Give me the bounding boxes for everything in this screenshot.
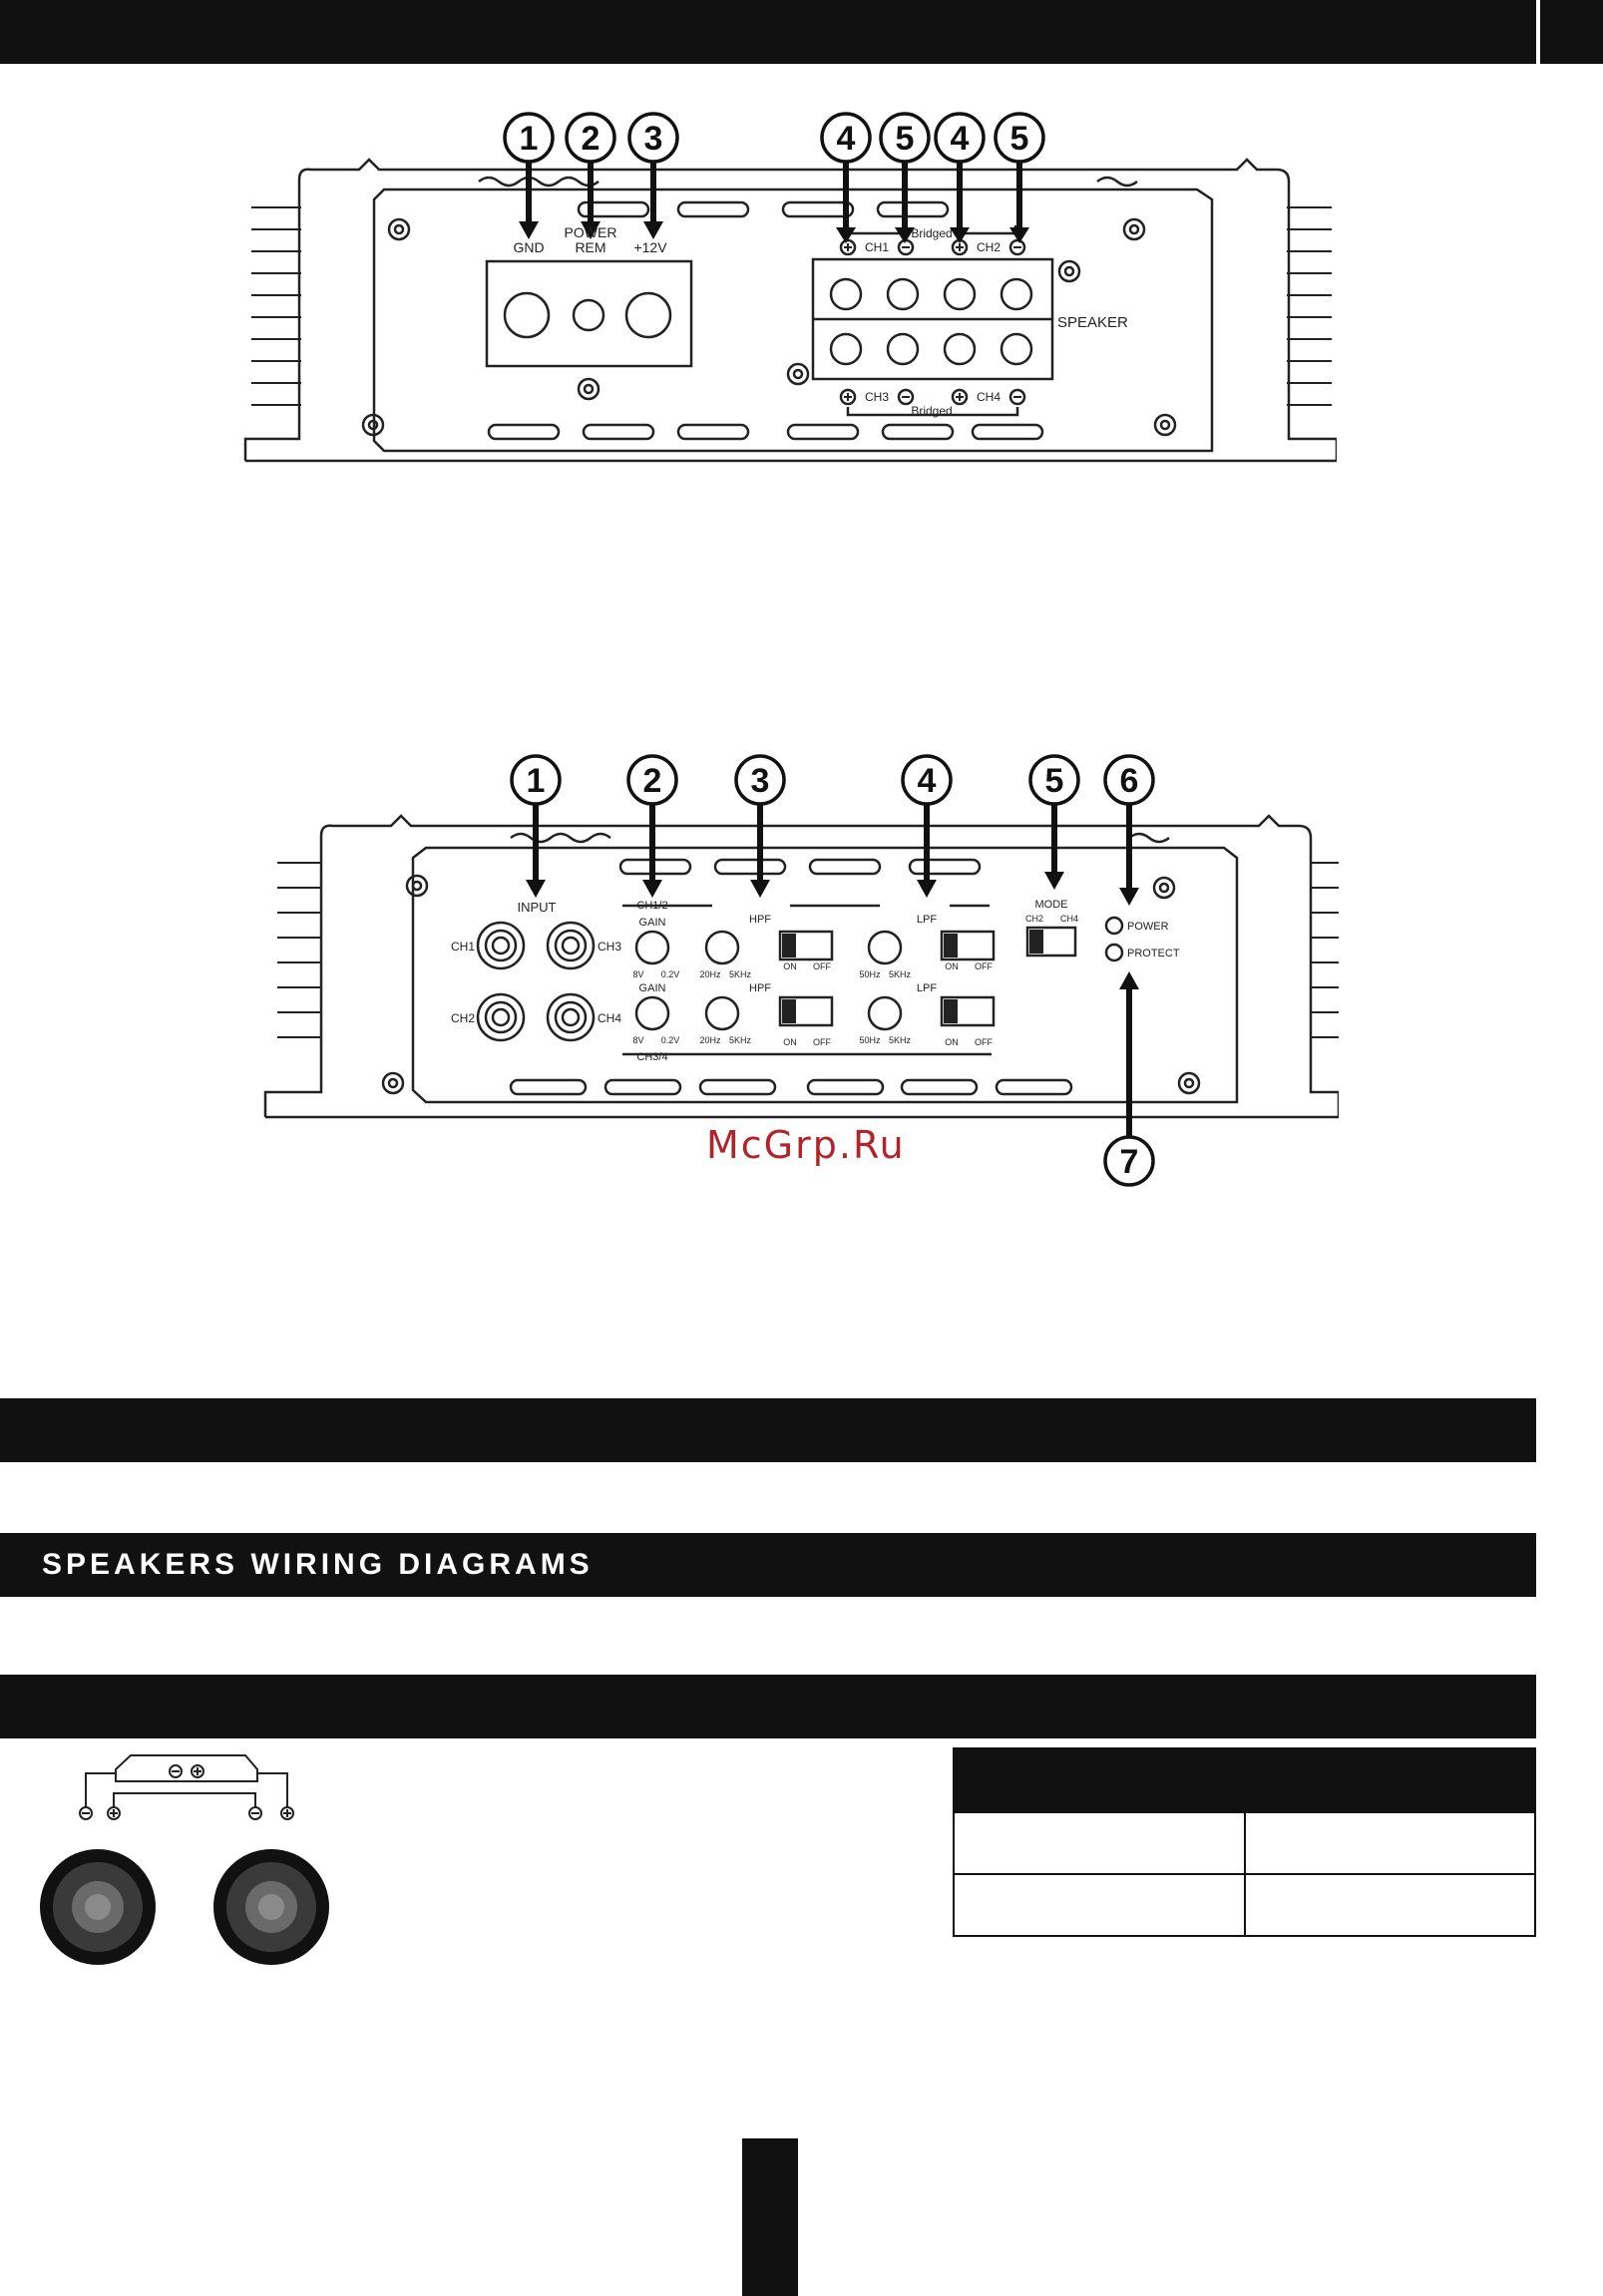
hpf-min-2: 20Hz xyxy=(699,1035,721,1045)
gnd-label: GND xyxy=(513,239,545,255)
mode-ch4-label: CH4 xyxy=(1059,914,1079,924)
wiring-table xyxy=(953,1747,1536,1937)
lpf-min-2: 50Hz xyxy=(859,1035,881,1045)
hpf-off-1: OFF xyxy=(813,961,831,971)
ch3-label: CH3 xyxy=(864,390,890,404)
amplifier-power-panel-diagram xyxy=(239,100,1337,479)
rem-label: REM xyxy=(575,239,606,255)
ch2-label: CH2 xyxy=(450,1011,475,1025)
callout-3: 3 xyxy=(643,120,663,158)
hpf-max-1: 5KHz xyxy=(728,969,752,979)
lpf-label-1: LPF xyxy=(916,914,938,926)
power-label: POWER xyxy=(564,224,617,240)
bridged-label-bottom: Bridged xyxy=(911,404,953,418)
ch4-label: CH4 xyxy=(598,1011,622,1025)
ch3-label: CH3 xyxy=(598,940,622,954)
lpf-on-2: ON xyxy=(945,1037,959,1047)
callout-4: 4 xyxy=(917,762,937,800)
lpf-off-1: OFF xyxy=(975,961,993,971)
callout-1: 1 xyxy=(519,120,539,158)
mode-label: MODE xyxy=(1034,899,1068,911)
callout-5: 5 xyxy=(1044,762,1064,800)
gain-min-2: 8V xyxy=(632,1035,644,1045)
ch1-label: CH1 xyxy=(864,240,890,254)
table-cell xyxy=(954,1874,1245,1936)
table-header-cell xyxy=(954,1748,1245,1812)
lpf-max-1: 5KHz xyxy=(888,969,912,979)
callout-3: 3 xyxy=(750,762,770,800)
gain-min-1: 8V xyxy=(632,969,644,979)
speaker-left-icon xyxy=(40,1849,156,1965)
section-bar-1 xyxy=(0,1398,1536,1462)
hpf-max-2: 5KHz xyxy=(728,1035,752,1045)
callout-7: 7 xyxy=(1119,1143,1139,1181)
gain-max-1: 0.2V xyxy=(660,969,680,979)
lpf-off-2: OFF xyxy=(975,1037,993,1047)
power-led-label: POWER xyxy=(1127,921,1169,933)
v12-label: +12V xyxy=(633,239,667,255)
hpf-off-2: OFF xyxy=(813,1037,831,1047)
table-cell xyxy=(954,1812,1245,1874)
input-label: INPUT xyxy=(517,900,557,915)
ch1-label: CH1 xyxy=(450,940,475,954)
lpf-label-2: LPF xyxy=(916,982,938,994)
lpf-max-2: 5KHz xyxy=(888,1035,912,1045)
header-bar xyxy=(0,0,1536,64)
callout-2: 2 xyxy=(642,762,662,800)
table-row xyxy=(954,1874,1535,1936)
hpf-min-1: 20Hz xyxy=(699,969,721,979)
table-header-row xyxy=(954,1748,1535,1812)
callout-4: 4 xyxy=(836,120,856,158)
ch12-label: CH1/2 xyxy=(636,900,668,912)
gain-max-2: 0.2V xyxy=(660,1035,680,1045)
table-header-cell xyxy=(1245,1748,1536,1812)
hpf-on-2: ON xyxy=(783,1037,797,1047)
ch2-label: CH2 xyxy=(976,240,1002,254)
page-number-tab xyxy=(742,2138,798,2296)
gain-label-2: GAIN xyxy=(638,982,666,994)
gain-label-1: GAIN xyxy=(638,917,666,929)
callout-2: 2 xyxy=(581,120,601,158)
hpf-label-1: HPF xyxy=(749,914,771,926)
mode-ch2-label: CH2 xyxy=(1024,914,1044,924)
table-cell xyxy=(1245,1812,1536,1874)
watermark: McGrp.Ru xyxy=(706,1123,906,1167)
header-tab xyxy=(1540,0,1603,64)
speaker-wiring-diagram xyxy=(36,1747,335,1967)
ch4-label: CH4 xyxy=(976,390,1002,404)
table-cell xyxy=(1245,1874,1536,1936)
speaker-right-icon xyxy=(213,1849,329,1965)
section-bar-3 xyxy=(0,1675,1536,1738)
hpf-on-1: ON xyxy=(783,961,797,971)
callout-5b: 5 xyxy=(1009,120,1029,158)
hpf-label-2: HPF xyxy=(749,982,771,994)
callout-1: 1 xyxy=(526,762,546,800)
callout-5: 5 xyxy=(895,120,915,158)
speaker-label: SPEAKER xyxy=(1057,314,1128,331)
wiring-section-title: SPEAKERS WIRING DIAGRAMS xyxy=(0,1533,1536,1597)
callout-4b: 4 xyxy=(950,120,970,158)
ch34-label: CH3/4 xyxy=(636,1051,668,1063)
protect-led-label: PROTECT xyxy=(1127,948,1180,959)
lpf-on-1: ON xyxy=(945,961,959,971)
lpf-min-1: 50Hz xyxy=(859,969,881,979)
bridged-label-top: Bridged xyxy=(911,226,953,240)
callout-6: 6 xyxy=(1119,762,1139,800)
table-row xyxy=(954,1812,1535,1874)
